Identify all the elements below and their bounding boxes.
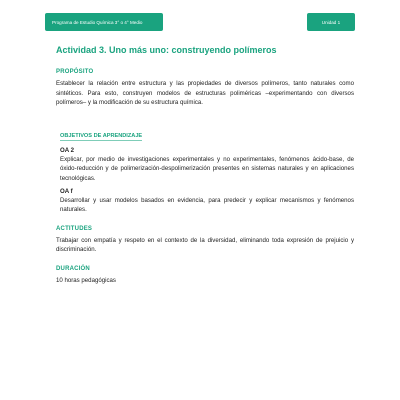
duracion-heading: DURACIÓN [56,265,90,272]
oa-code: OA 2 [60,146,74,154]
actitudes-section [56,226,354,255]
duracion-section [56,266,354,286]
program-banner [45,13,163,31]
objetivos-heading: OBJETIVOS DE APRENDIZAJE [60,132,143,139]
objetivo-item [60,188,354,215]
duracion-text: 10 horas pedagógicas [56,276,116,284]
activity-title: Actividad 3. Uno más uno: construyendo polímeros [56,45,277,55]
page-header [45,13,355,31]
oa-code: OA f [60,187,73,195]
unit-label: Unidad 1 [321,19,341,25]
objetivo-item [60,147,354,184]
actitudes-heading: ACTITUDES [56,225,93,232]
actitudes-text: Trabajar con empatía y respeto en el contexto de la diversidad, eliminando toda expresión de prejuicio y discriminación. [56,236,354,254]
objetivos-section [56,116,354,215]
program-label: Programa de Estudio Química 3° o 4° Medio [52,19,143,25]
proposito-heading: PROPÓSITO [56,69,94,75]
activity-content [56,45,354,286]
proposito-section [56,69,354,108]
oa-text: Desarrollar y usar modelos basados en evidencia, para predecir y explicar mecanismos y fenómenos naturales. [60,196,354,214]
oa-text: Explicar, por medio de investigaciones experimentales y no experimentales, fenómenos ácido-base, de óxido-reducción y de polimerización-despolimerización presentes en sistemas naturales y en aplicaciones tecnológicas. [60,155,354,182]
proposito-text: Establecer la relación entre estructura y las propiedades de diversos polímeros, tanto naturales como sintéticos. Para esto, construyen modelos de estructuras poliméricas –experimentando con diversos polímeros– y la modificación de su estructura química. [56,80,354,107]
unit-tab [307,13,355,31]
